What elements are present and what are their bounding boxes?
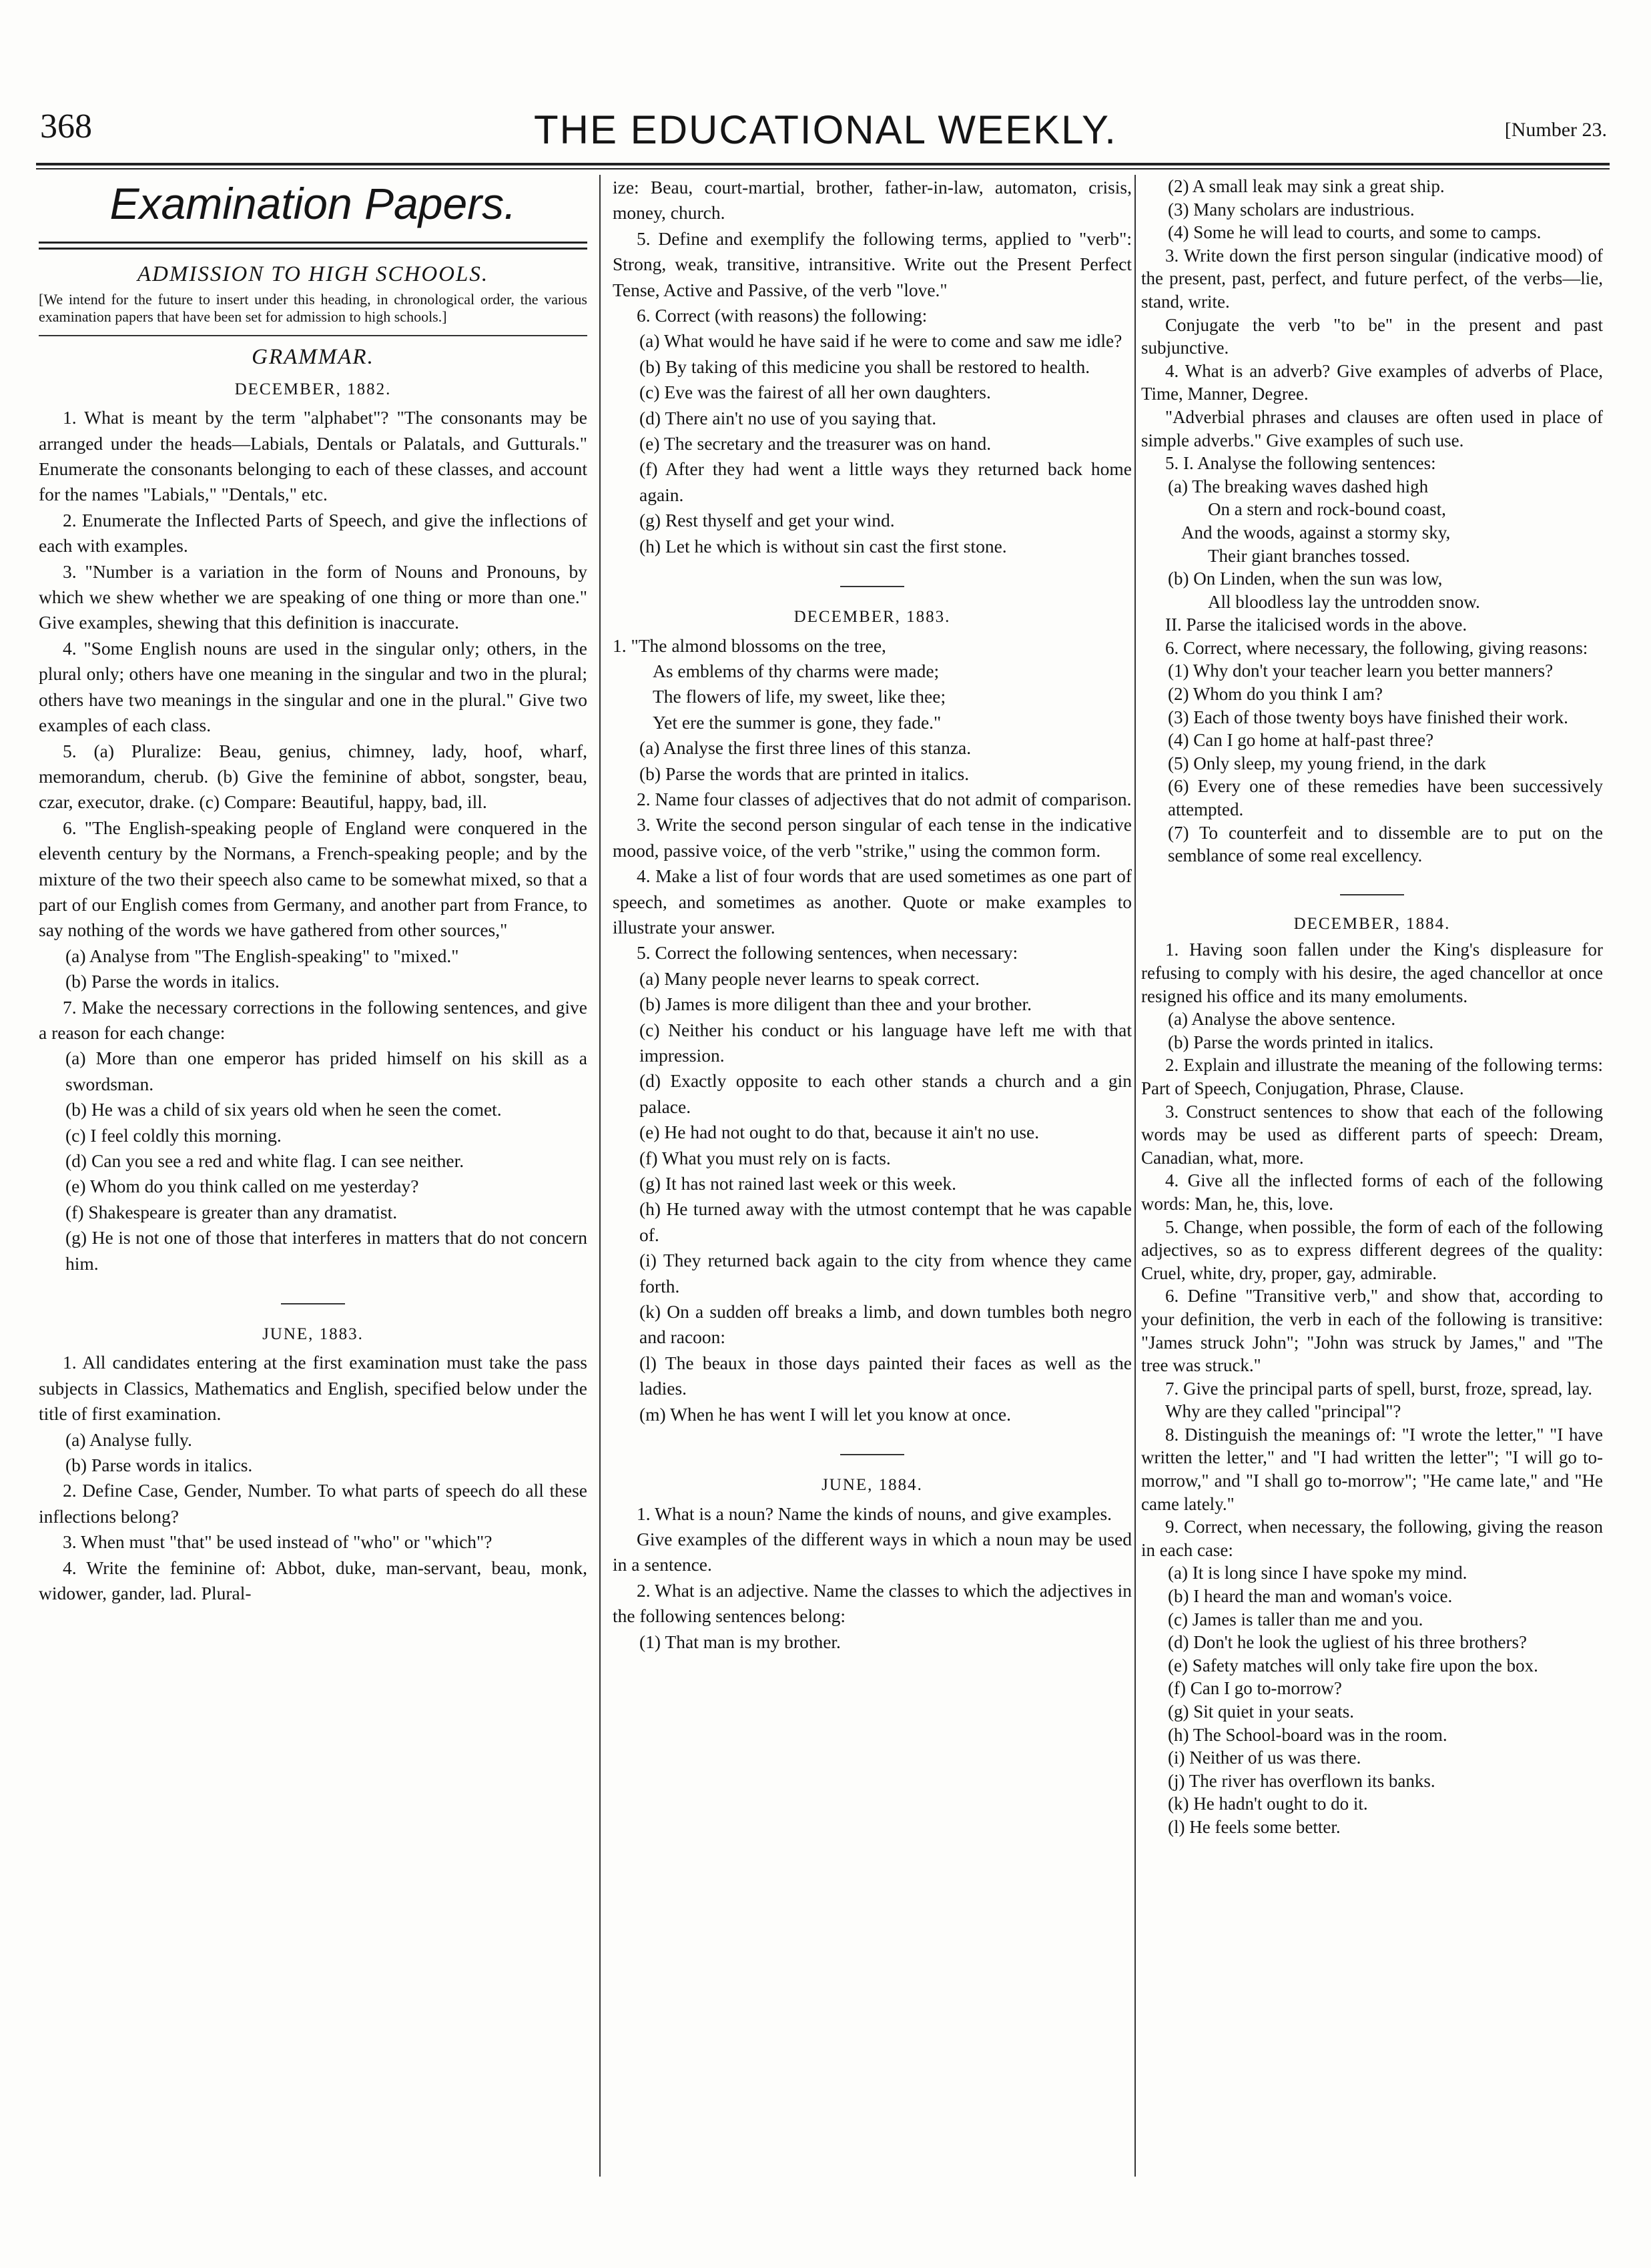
question-text: (e) The secretary and the treasurer was on hand. [639,433,992,454]
question-text: The flowers of life, my sweet, like thee; [653,686,946,707]
question-text: (3) Many scholars are industrious. [1168,199,1415,220]
question-text: (f) What you must rely on is facts. [639,1147,891,1168]
question-text: (f) Can I go to-morrow? [1168,1678,1342,1699]
question-text: (b) Parse the words printed in italics. [1168,1032,1434,1052]
question-text: II. Parse the italicised words in the above. [1165,615,1467,635]
question-text: (a) More than one emperor has prided himself on his skill as a swordsman. [65,1048,587,1094]
question-text: (b) Parse the words that are printed in italics. [639,763,970,784]
question-text: 3. When must "that" be used instead of "who" or "which"? [63,1531,492,1553]
question-text: (j) The river has overflown its banks. [1168,1770,1435,1791]
question-text: (2) A small leak may sink a great ship. [1168,176,1445,196]
question-text: (g) It has not rained last week or this week. [639,1173,956,1194]
question-text: (h) He turned away with the utmost contempt that he was capable of. [639,1198,1132,1245]
question-text: Conjugate the verb "to be" in the present and past subjunctive. [1141,314,1603,358]
question-text: 5. (a) Pluralize: Beau, genius, chimney, lady, hoof, wharf, memorandum, cherub. (b) Give the feminine of abbot, songster, beau, czar, executor, drake. (c) Compare: Beautiful, happy, bad, ill. [39,740,587,813]
question-text: 6. Correct, where necessary, the following, giving reasons: [1165,637,1588,658]
question-text: (m) When he has went I will let you know at once. [639,1403,1011,1425]
question-text: 2. Define Case, Gender, Number. To what parts of speech do all these inflections belong? [39,1480,587,1527]
question-text: (h) The School-board was in the room. [1168,1724,1447,1745]
question-text: 9. Correct, when necessary, the following, giving the reason in each case: [1141,1517,1603,1560]
question-text: (1) That man is my brother. [639,1631,841,1652]
section-separator [840,1454,904,1455]
question-text: (f) Shakespeare is greater than any dramatist. [65,1201,398,1222]
column-1-body [39,377,587,1607]
question-text: (4) Can I go home at half-past three? [1168,730,1434,751]
question-text: (a) Analyse from "The English-speaking" to "mixed." [65,945,459,966]
question-text: 1. What is a noun? Name the kinds of nouns, and give examples. [637,1503,1112,1524]
column-1 [39,175,587,1607]
question-text: 7. Give the principal parts of spell, burst, froze, spread, lay. [1165,1378,1593,1399]
issue-number: [Number 23. [1504,119,1607,141]
question-text: 4. Make a list of four words that are used sometimes as one part of speech, and sometimes as another. Quote or make examples to illustrate your answer. [613,865,1132,937]
date-heading: JUNE, 1883. [262,1325,364,1344]
question-text: 5. I. Analyse the following sentences: [1165,453,1436,474]
question-text: (3) Each of those twenty boys have finished their work. [1168,707,1568,727]
question-text: (a) It is long since I have spoke my mind. [1168,1563,1467,1583]
question-text: Give examples of the different ways in which a noun may be used in a sentence. [613,1528,1132,1575]
question-text: All bloodless lay the untrodden snow. [1208,591,1480,612]
question-text: 6. "The English-speaking people of England were conquered in the eleventh century by the Normans, a French-speaking people; and by the mixture of the two their speech also came to be somewhat mixed, so that a part of our English comes from Germany, and another part from France, to say nothing of the words we have gathered from other sources," [39,817,587,941]
question-text: 4. Write the feminine of: Abbot, duke, man-servant, beau, monk, widower, gander, lad. Plural- [39,1557,587,1604]
question-text: Why are they called "principal"? [1165,1401,1401,1422]
question-text: 5. Change, when possible, the form of each of the following adjectives, so as to express different degrees of the quality: Cruel, white, dry, proper, gay, admirable. [1141,1216,1603,1283]
header-rule-thin [36,168,1610,169]
question-text: (a) The breaking waves dashed high [1168,476,1429,496]
date-heading: DECEMBER, 1883. [793,608,951,627]
publication-title: THE EDUCATIONAL WEEKLY. [534,107,1117,152]
question-text: (k) He hadn't ought to do it. [1168,1794,1368,1814]
question-text: 5. Correct the following sentences, when necessary: [637,942,1018,964]
divider [39,335,587,336]
question-text: And the woods, against a stormy sky, [1181,522,1451,542]
question-text: (b) He was a child of six years old when he seen the comet. [65,1099,502,1120]
question-text: Their giant branches tossed. [1208,545,1410,566]
question-text: (k) On a sudden off breaks a limb, and down tumbles both negro and racoon: [639,1301,1132,1348]
question-text: (g) Rest thyself and get your wind. [639,510,895,531]
question-text: (b) Parse words in italics. [65,1455,253,1476]
question-text: 1. "The almond blossoms on the tree, [613,635,886,656]
column-2 [613,175,1132,1655]
question-text: (c) Neither his conduct or his language have left me with that impression. [639,1019,1132,1066]
section-separator [1340,894,1404,895]
question-text: (e) Safety matches will only take fire upon the box. [1168,1655,1538,1675]
question-text: 4. Give all the inflected forms of each of the following words: Man, he, this, love. [1141,1170,1603,1214]
question-text: (7) To counterfeit and to dissemble are to put on the semblance of some real excellency. [1168,822,1603,866]
question-text: 8. Distinguish the meanings of: "I wrote the letter," "I have written the letter," and "I had written the letter"; "I will go to-morrow," and "I shall go to-morrow"; "He came late," and "He came lately." [1141,1424,1603,1514]
question-text: (a) Analyse fully. [65,1429,192,1450]
question-text: (4) Some he will lead to courts, and some to camps. [1168,222,1542,243]
question-text: Yet ere the summer is gone, they fade." [653,711,942,733]
question-text: (b) By taking of this medicine you shall be restored to health. [639,356,1090,377]
question-text: (l) The beaux in those days painted their faces as well as the ladies. [639,1352,1132,1399]
column-3 [1141,175,1603,1839]
question-text: (f) After they had went a little ways they returned back home again. [639,458,1132,505]
question-text: (d) Can you see a red and white flag. I can see neither. [65,1150,464,1171]
question-text: (g) He is not one of those that interferes in matters that do not concern him. [65,1227,587,1274]
question-text: 2. Enumerate the Inflected Parts of Speech, and give the inflections of each with examples. [39,509,587,556]
question-text: (h) Let he which is without sin cast the first stone. [639,535,1007,556]
question-text: (d) Exactly opposite to each other stands a church and a gin palace. [639,1070,1132,1117]
question-text: (a) Analyse the above sentence. [1168,1009,1396,1030]
question-text: (c) I feel coldly this morning. [65,1124,282,1146]
question-text: 2. Explain and illustrate the meaning of the following terms: Part of Speech, Conjugation, Phrase, Clause. [1141,1055,1603,1098]
question-text: (a) What would he have said if he were to come and saw me idle? [639,330,1122,352]
question-text: (c) Eve was the fairest of all her own daughters. [639,382,991,403]
question-text: 4. "Some English nouns are used in the singular only; others, in the plural only; others have one meaning in the singular and two in the plural; others have two meanings in the singular and one in the plural." Give two examples of each class. [39,637,587,736]
question-text: (b) On Linden, when the sun was low, [1168,569,1443,589]
question-text: (d) There ain't no use of you saying that. [639,407,937,428]
section-title: Examination Papers. [109,179,517,228]
page-number: 368 [40,107,92,145]
question-text: (b) Parse the words in italics. [65,971,280,992]
question-text: 3. Write the second person singular of each tense in the indicative mood, passive voice, of the verb "strike," using the common form. [613,814,1132,861]
editor-note: [We intend for the future to insert under this heading, in chronological order, the various examination papers that have been set for admission to high schools.] [39,291,587,326]
question-text: 3. Write down the first person singular (indicative mood) of the present, past, perfect, and future perfect, of the verbs—lie, stand, write. [1141,245,1603,312]
column-divider [599,175,601,2177]
question-text: 4. What is an adverb? Give examples of adverbs of Place, Time, Manner, Degree. [1141,360,1603,404]
question-text: (e) He had not ought to do that, because it ain't no use. [639,1122,1040,1143]
question-text: 3. "Number is a variation in the form of Nouns and Pronouns, by which we shew whether we are speaking of one thing or more than one." Give examples, shewing that this definition is inaccurate. [39,560,587,633]
date-heading: DECEMBER, 1884. [1293,914,1451,933]
question-text: 7. Make the necessary corrections in the following sentences, and give a reason for each change: [39,996,587,1043]
question-text: 2. Name four classes of adjectives that do not admit of comparison. [637,788,1132,809]
question-text: 2. What is an adjective. Name the classes to which the adjectives in the following sentences belong: [613,1579,1132,1627]
question-text: 1. What is meant by the term "alphabet"? "The consonants may be arranged under the heads—Labials, Dentals or Palatals, and Gutturals." Enumerate the consonants belonging to each of these classes, and account for the names "Labials," "Dentals," etc. [39,407,587,505]
question-text: 5. Define and exemplify the following terms, applied to "verb": Strong, weak, transitive, intransitive. Write out the Present Perfect Tense, Active and Passive, of the verb "love." [613,228,1132,300]
question-text: On a stern and rock-bound coast, [1208,499,1446,520]
header-rule [36,163,1610,165]
question-text: "Adverbial phrases and clauses are often used in place of simple adverbs." Give examples of such use. [1141,406,1603,450]
question-text: (a) Analyse the first three lines of this stanza. [639,737,972,759]
question-text: 6. Correct (with reasons) the following: [637,305,928,326]
question-text: (b) James is more diligent than thee and your brother. [639,994,1032,1015]
question-text: (e) Whom do you think called on me yesterday? [65,1176,419,1197]
question-text: 3. Construct sentences to show that each of the following words may be used as different parts of speech: Dream, Canadian, what, more. [1141,1101,1603,1168]
question-text: 1. Having soon fallen under the King's displeasure for refusing to comply with his desire, the aged chancellor at once resigned his office and its many emoluments. [1141,939,1603,1006]
question-text: (1) Why don't your teacher learn you better manners? [1168,661,1554,681]
question-text: As emblems of thy charms were made; [653,660,940,681]
date-heading: DECEMBER, 1882. [234,380,392,398]
subsection-title: ADMISSION TO HIGH SCHOOLS. [137,262,489,286]
question-text: 1. All candidates entering at the first examination must take the pass subjects in Classics, Mathematics and English, specified below under the title of first examination. [39,1352,587,1425]
question-text: (c) James is taller than me and you. [1168,1609,1423,1629]
column-divider [1134,175,1136,2177]
section-separator [281,1303,345,1304]
question-text: (2) Whom do you think I am? [1168,684,1383,705]
question-text: (d) Don't he look the ugliest of his three brothers? [1168,1632,1527,1653]
section-separator [840,586,904,587]
double-rule [39,242,587,250]
question-text: 6. Define "Transitive verb," and show that, according to your definition, the verb in each of the following is transitive: "James struck John"; "John was struck by James," and "The tree was struck." [1141,1286,1603,1376]
grammar-title: GRAMMAR. [252,345,374,370]
question-text: (i) They returned back again to the city from whence they came forth. [639,1250,1132,1296]
question-text: (6) Every one of these remedies have been successively attempted. [1168,776,1603,820]
question-text: ize: Beau, court-martial, brother, father-in-law, automaton, crisis, money, church. [613,177,1132,224]
question-text: (b) I heard the man and woman's voice. [1168,1586,1453,1607]
question-text: (g) Sit quiet in your seats. [1168,1702,1354,1722]
question-text: (i) Neither of us was there. [1168,1748,1361,1768]
question-text: (l) He feels some better. [1168,1816,1341,1837]
question-text: (5) Only sleep, my young friend, in the dark [1168,753,1486,773]
question-text: (a) Many people never learns to speak correct. [639,968,980,989]
date-heading: JUNE, 1884. [821,1476,923,1495]
